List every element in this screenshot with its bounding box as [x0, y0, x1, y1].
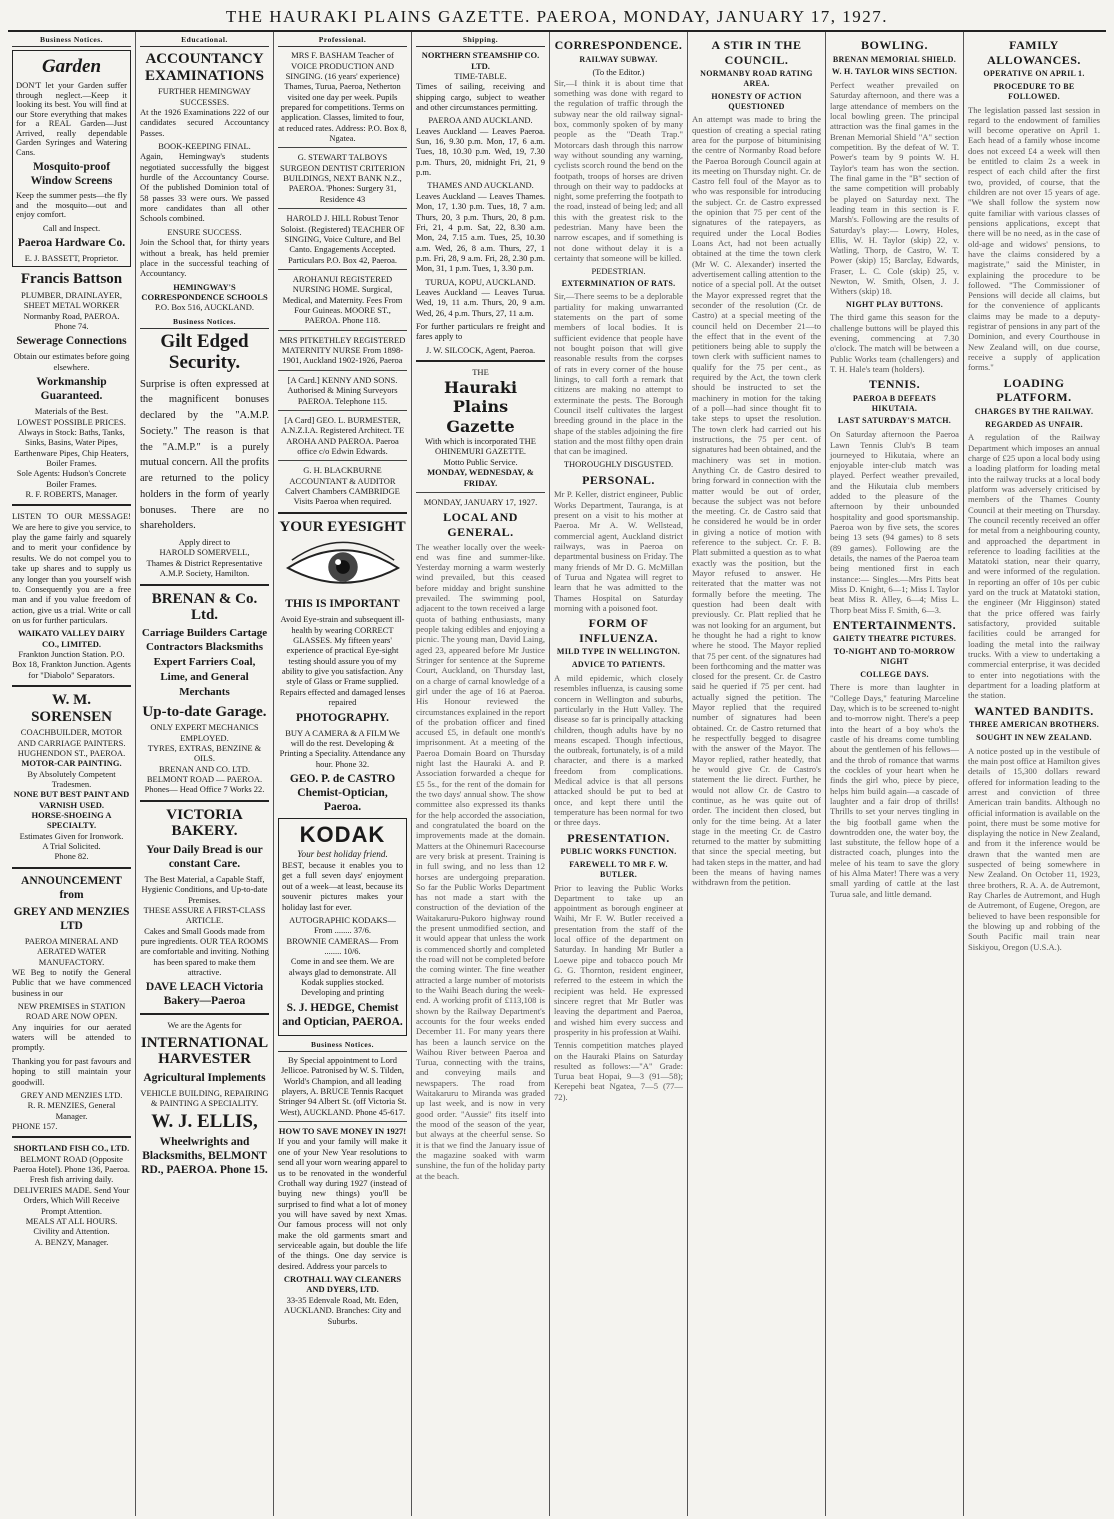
grey-phone: PHONE 157. — [12, 1121, 58, 1131]
acct-body: At the 1926 Examinations 222 of our candidates secured Accountancy Passes. — [140, 106, 269, 138]
family-body: The legislation passed last session in regard to the endowment of families will become operative on April 1. Each head of a family whose income does not exceed £4 a week will then be entitled to claim 2s a week in respect of each child after the first two, provided, of course, that the children are not over 15 years of age. "We shall follow the system now quite familiar with various classes of pensions applications, except that there will be no need, as in the case of old-age and widows' pensions, to have the claims considered by a magistrate," said the Minister, in explaining the procedure to be followed. "The Commissioner of Pensions will decide all claims, but for the convenience of applicants claims may be made to a deputy-registrar of pensions in any part of the Dominion, and every Courthouse in New Zealand will, on due course, receive a supply of application forms." — [968, 104, 1100, 373]
family-sub: OPERATIVE ON APRIL 1. — [983, 69, 1085, 79]
loading-sub2: REGARDED AS UNFAIR. — [985, 419, 1083, 429]
ellis-name: W. J. ELLIS, — [151, 1110, 258, 1132]
tennis-sub: PAEROA B DEFEATS HIKUTAIA. — [852, 393, 937, 413]
burmester-card: [A Card] GEO. L. BURMESTER, A.N.Z.I.A. Registered Architect. TE AROHA AND PAEROA. Paeroa office c/o Edwin Edwards. — [280, 414, 405, 456]
correspondence-heading: CORRESPONDENCE. — [554, 38, 683, 52]
route-1: PAEROA AND AUCKLAND. — [428, 115, 533, 126]
agents: Sole Agents: Hudson's Concrete Boiler Frames. — [16, 468, 127, 489]
acct-box: P.O. Box 516, AUCKLAND. — [155, 302, 254, 313]
bandits-body: A notice posted up in the vestibule of the main post office at Hamilton gives details of 15,300 dollars reward offered for information leading to the arrest and conviction of three American train bandits. Although no official information is available on the point, there must be some motive for displaying the notice in New Zealand, and from it the inference would be drawn that the wanted men are suspected of being somewhere in New Zealand. On October 11, 1923, three brothers, R. A. A. de Autremont, Ray Charles de Autremont, and Hugh de Autremont, of Eugene, Oregon, are believed to have been responsible for the blowing up and robbing of the South Pacific mail train near Siskiyou, Oregon (U.S.A.). — [968, 745, 1100, 952]
sorensen-phone: Phone 82. — [54, 851, 89, 862]
section-heading: Professional. — [278, 35, 407, 47]
acct-body2: Again, Hemingway's students negotiated successfully the biggest hurdle of the Accountancy Course. Of the published Dominion total of 58 passes 33 were ours. We passed more candidates than all other Schools combined. — [140, 151, 269, 224]
gazette-the: THE — [472, 367, 489, 378]
eyesight-title: YOUR EYESIGHT — [279, 518, 406, 535]
gilt-body: Surprise is often expressed at the magnificent bonuses declared by the "A.M.P. Society." The reason is that the "A.M.P." is a purely mutual concern. All the profits are returned to the policy holders in the form of yearly bonuses. There are no shareholders. — [140, 378, 269, 532]
dairy-body: LISTEN TO OUR MESSAGE! We are here to give you service, to play the game fairly and squarely and to merit your confidence by results. We do not compel you to take up shares and to supply us any longer than you yourself wish to. Consequently you are a free man and if you value freedom of action, give us a trial. Write or call on us for further particulars. — [12, 511, 131, 625]
night-play-heading: NIGHT PLAY BUTTONS. — [845, 299, 944, 309]
subway-body: Sir,—I think it is about time that something was done with regard to the regulation of traffic through the subway near the old railway signal-box, commonly spoken of by many people as the "Death Trap." Motorcars dash through this narrow way without sounding any warning, cyclists scorch round the bend on the footpath, troops of horses are driven through on their way to paddocks at night, some preferring the footpath to the road, instead of being led; and all this with the greatest risk to the pedestrian. Many have been the narrow escapes, and if something is not done without delay it is a certainty that someone will be killed. — [554, 77, 683, 264]
gazette-incorp: With which is incorporated THE OHINEMURI GAZETTE. — [425, 436, 536, 457]
tennis-body: On Saturday afternoon the Paeroa Lawn Tennis Club's B team journeyed to Hikutaia, where an enjoyable inter-club match was played. Perfect weather prevailed, and the Hikutaia club members added to the pleasure of the afternoon by their unbounded hospitality and good sportsmanship. Paeroa won by five sets, the scores being 13 sets (94 games) to 8 sets (89 games). Following are the details, the names of the Paeroa team being mentioned first in each instance:— Singles.—Mrs Pitts beat Miss D. Knight, 6—1; Miss I. Taylor beat Miss R. Alley, 6—4; Miss L. Thorp beat Miss F. Smith, 6—3. — [830, 429, 959, 615]
night-play-body: The third game this season for the challenge buttons will be played this evening, commencing at 7.30 o'clock. The match will be between a Public Works team (challengers) and T. H. Hale's team (holders). — [830, 312, 959, 374]
gilt-rep: Thames & District Representative A.M.P. Society, Hamilton. — [146, 557, 263, 579]
loading-sub: CHARGES BY THE RAILWAY. — [974, 406, 1094, 416]
workmanship: Workmanship Guaranteed. — [36, 376, 107, 403]
shipping-agent: J. W. SILCOCK, Agent, Paeroa. — [425, 344, 536, 355]
section-heading: Shipping. — [416, 35, 545, 47]
presentation-sub: PUBLIC WORKS FUNCTION. — [560, 847, 677, 857]
route-1-times: Leaves Auckland — Leaves Paeroa. Sun, 16, 9.30 p.m. Mon, 17, 6 a.m. Tues, 18, 10.30 p.m. Wed, 19, 7.30 p.m. Thurs, 20, midnight Fri, 21, 9 p.m. — [416, 125, 545, 178]
sorensen-horse: HORSE-SHOEING A SPECIALTY. — [31, 810, 112, 831]
grey-product: PAEROA MINERAL AND AERATED WATER MANUFACTORY. — [24, 935, 119, 967]
route-3-times: Leaves Auckland — Leaves Turua. Wed, 19, 11 a.m. Thurs, 20, 9 a.m. Wed, 26, 4 p.m. Thurs, 27, 11 a.m. — [416, 287, 545, 318]
council-body: An attempt was made to bring the question of creating a special rating area for the purpose of bituminising the centre of Normanby Road before the Paeroa Borough Council again at its meeting on Thursday night. Cr. de Castro fell foul of the Mayor as to who was responsible for introducing the subject. Cr. de Castro expressed the opinion that 75 per cent of the signatures of the ratepayers, as required under the Local Bodies Loans Act, had not been actually obtained at the time the town clerk (Mr W. C. Alexander) inserted the advertisement calling attention to the notice of a special poll. At the outset the Mayor expressed regret that the seconder of the resolution (Cr. de Castro) at a special meeting of the council held on December 21—to the effect that in the event of the petitioners being able to supply the town clerk with sufficient names to qualify for the 75 per cent., as required by the Act, the town clerk should be instructed to set the machinery in motion for the taking of a poll—had since thought fit to take steps to upset the resolution. The town clerk had carried out his instructions, the 75 per cent. of signatures had been obtained, and the machinery was set in motion. Anything Cr. de Castro desired to bring forward in connection with the matter would be out of order, because the subject was not before the meeting. Cr. de Castro said that he considered he would be in order in giving a notice of motion with reference to the subject. Cr. F. B. Platt submitted a question as to what exactly was the position, but the Mayor refused to answer. He reiterated that the matter was not formally before the meeting. The question had been dealt with previously. Cr. Platt replied that he was not looking for an argument, but he thought he had a right to know where he stood. The Mayor replied that 75 per cent. of the signatures had been forthcoming and the matter was closed for the present. Cr. de Castro said he queried if 75 per cent. had actually signed the petition. The Mayor replied that the required number of signatures had been obtained. Cr. de Castro returned that he respectfully begged to disagree with the answer of the Mayor. The Mayor replied, rather heatedly, that he would give Cr. de Castro's statement the lie direct. Further, he would not allow Cr. de Castro to continue, as he was quite out of order. The incident then closed, but only for the time being. At a later stage in the meeting Cr. de Castro returned to the matter by submitting that since the special meeting, but had taken steps in the matter, and had been the means of having names withdrawn from the petition. — [692, 114, 821, 888]
column-professional — [274, 32, 412, 1516]
dairy-firm: WAIKATO VALLEY DAIRY CO., LIMITED. — [18, 628, 125, 649]
grey-body: WE Beg to notify the General Public that we have commenced business in our — [12, 966, 131, 998]
kodak-brownie: BROWNIE CAMERAS— From ........ 10/6. — [286, 935, 399, 956]
shortland-meals: MEALS AT ALL HOURS. Civility and Attention. — [25, 1215, 118, 1237]
sorensen-name: W. M. SORENSEN — [31, 692, 112, 725]
sorensen-motor: MOTOR-CAR PAINTING. — [21, 758, 122, 769]
subway-sign: PEDESTRIAN. — [591, 266, 646, 277]
kodak-brand: KODAK — [299, 822, 386, 848]
gilt-title: Gilt Edged Security. — [160, 330, 249, 373]
mosquito-body: Keep the summer pests—the fly and the mosquito—out and enjoy comfort. — [16, 190, 127, 220]
council-sub: NORMANBY ROAD RATING AREA. — [700, 69, 813, 88]
call-inspect: Call and Inspect. — [42, 222, 101, 233]
kodak-auto: AUTOGRAPHIC KODAKS— From ........ 37/6. — [289, 914, 396, 936]
grey-thanks: Thanking you for past favours and hoping to still maintain your goodwill. — [12, 1055, 131, 1087]
column-sport — [826, 32, 964, 1516]
column-correspondence — [550, 32, 688, 1516]
rats-sign: THOROUGHLY DISGUSTED. — [563, 459, 674, 470]
columns — [8, 32, 1106, 1516]
battson-manager: R. F. ROBERTS, Manager. — [25, 489, 118, 500]
section-heading-business: Business Notices. — [140, 317, 269, 329]
gazette-days: MONDAY, WEDNESDAY, & FRIDAY. — [427, 467, 534, 488]
acct-sub: FURTHER HEMINGWAY SUCCESSES. — [158, 86, 251, 107]
section-heading: Business Notices. — [12, 35, 131, 47]
subway-heading: RAILWAY SUBWAY. — [579, 54, 658, 64]
influenza-advice: ADVICE TO PATIENTS. — [571, 660, 666, 670]
column-family — [964, 32, 1104, 1516]
bandits-sub2: SOUGHT IN NEW ZEALAND. — [976, 732, 1092, 742]
column-council — [688, 32, 826, 1516]
prices: LOWEST POSSIBLE PRICES. — [17, 416, 126, 427]
shortland-firm: SHORTLAND FISH CO., LTD. — [13, 1143, 130, 1154]
bandits-sub: THREE AMERICAN BROTHERS. — [968, 720, 1100, 730]
battson-addr: Normanby Road, PAEROA. Phone 74. — [23, 310, 120, 332]
harvester-name: INTERNATIONAL HARVESTER — [140, 1034, 269, 1068]
eye-illustration — [284, 538, 402, 594]
battson-ad — [12, 271, 131, 499]
battson-name: Francis Battson — [20, 271, 123, 288]
money-body: If you and your family will make it one of your New Year resolutions to send all your worn wearing apparel to us to be renovated in the wonderful Crothall way during 1927 (instead of buying new things) you'll be surprised to find what a lot of money you will have saved by next Xmas. Our famous process will not only make the old garments smart and serviceable again, but double the life of the things. One day service is desired. Address your parcels to — [278, 1136, 407, 1271]
garden-body: DON'T let your Garden suffer through neglect.—Keep it looking its best. You will find at our Store everything that makes for a REAL Garden—Just Arrived, really dependable Garden Syringes and Watering Cans. — [16, 80, 127, 157]
castro-name: GEO. P. de CASTRO Chemist-Optician, Paeroa. — [289, 773, 396, 814]
acct-ensure: ENSURE SUCCESS. — [167, 226, 242, 237]
section-heading-business: Business Notices. — [278, 1040, 407, 1052]
entertainments-sub3: COLLEGE DAYS. — [860, 669, 929, 679]
victoria-cakes: Cakes and Small Goods made from pure ingredients. OUR TEA ROOMS are comfortable and inviting. Nothing has been spared to make them attractive. — [140, 925, 269, 978]
victoria-name: VICTORIA BAKERY. — [166, 806, 243, 840]
harvester-agents: We are the Agents for — [167, 1020, 242, 1031]
acct-title: ACCOUNTANCY EXAMINATIONS — [145, 51, 264, 84]
brenan-addr: BRENAN AND CO. LTD. BELMONT ROAD — PAEROA. — [146, 763, 263, 785]
to-editor: (To the Editor.) — [592, 67, 645, 78]
steamship-company: NORTHERN STEAMSHIP CO. LTD. — [421, 50, 540, 71]
bandits-heading: WANTED BANDITS. — [974, 703, 1094, 718]
route-3: TURUA, KOPU, AUCKLAND. — [425, 276, 536, 287]
route-2-times: Leaves Auckland — Leaves Thames. Mon, 17, 1.30 p.m. Tues, 18, 7 a.m. Thurs, 20, 3 p.m. Thurs, 20, 8 p.m. Fri, 21, 4 p.m. Sat, 22, 8.30 a.m. Mon, 24, 7.15 a.m. Tues, 25, 10.30 a.m. Wed, 26, 8 a.m. Thurs, 27, 1 p.m. Fri, 28, 9 a.m. Fri, 28, 2.30 p.m. Mon, 31, 1 p.m. Tues, 1, 3.30 p.m. — [416, 190, 545, 274]
stock: Always in Stock: Baths, Tanks, Sinks, Basins, Water Pipes, Earthenware Pipes, Chip Heaters, Boiler Frames. — [14, 426, 129, 468]
brenan-phones: Phones— Head Office 7 Works 22. — [144, 784, 265, 795]
eyesight-important: THIS IS IMPORTANT — [285, 598, 400, 611]
page-masthead: THE HAURAKI PLAINS GAZETTE. PAEROA, MONDAY, JANUARY 17, 1927. — [8, 4, 1106, 32]
entertainments-heading: ENTERTAINMENTS. — [832, 617, 957, 632]
sorensen-trades: COACHBUILDER, MOTOR AND CARRIAGE PAINTERS. HUGHENDON ST., PAEROA. — [17, 727, 126, 758]
kodak-ad — [278, 818, 407, 1036]
local-general-heading: LOCAL AND GENERAL. — [443, 510, 518, 539]
council-heading: A STIR IN THE COUNCIL. — [711, 38, 802, 67]
brenan-lines: Carriage Builders Cartage Contractors Blacksmiths Expert Farriers Coal, Lime, and General Merchants — [141, 626, 268, 698]
sorensen-trial: A Trial Solicited. — [42, 841, 101, 852]
mosquito-heading: Mosquito-proof Window Screens — [30, 161, 113, 188]
money-addr: 33-35 Edenvale Road, Mt. Eden, AUCKLAND. Branches: City and Suburbs. — [283, 1294, 402, 1326]
bowling-body: Perfect weather prevailed on Saturday afternoon, and there was a large attendance of members on the local bowling green. The principal attraction was the final games in the Brenan Memorial Shield "A" section competition. By the defeat of W. T. Power's team by 9 points W. H. Taylor's team has won the section. The final game in the "B" section of the same competition will probably be played on Saturday next. The leading team in this section is F. Marsh's. Following are the results of Saturday's play:— Lowry, Holes, Ellis, W. H. Taylor (skip) 22, v. Watling, Thorp, de Castro, W. T. Power (skip) 15; Barclay, Edwards, Fraser, L. C. Cole (skip) 25, v. Newton, W. Smith, Olsen, J. J. Withers (skip) 18. — [830, 80, 959, 297]
council-sub2: HONESTY OF ACTION QUESTIONED — [711, 91, 802, 111]
photo-body: BUY A CAMERA & A FILM We will do the rest. Developing & Printing a Speciality. Attendance any hour. Phone 32. — [279, 727, 406, 769]
photo-heading: PHOTOGRAPHY. — [296, 711, 389, 724]
tennis-results: Tennis competition matches played on the Hauraki Plains on Saturday resulted as follows:—"A" Grade: Turua beat Hopai, 9—3 (91—58); Kerepehi beat Ngatea, 7—5 (77—72). — [554, 1040, 683, 1102]
kodak-body: BEST, because it enables you to get a full seven days' enjoyment out of a week—at least, because its souvenir pictures makes your holiday last for ever. — [282, 860, 403, 912]
brenan-name: BRENAN & Co. Ltd. — [151, 590, 258, 624]
gazette-title: Hauraki Plains Gazette — [443, 377, 518, 436]
entertainments-sub2: TO-NIGHT AND TO-MORROW NIGHT — [833, 647, 956, 666]
presentation-body: Prior to leaving the Public Works Department to take up an appointment as borough engineer at Waihi, Mr F. W. Butler received a presentation from the staff of the local office of the department on Saturday. In handing Mr Butler a Loewe pipe and tobacco pouch Mr G. G. Thornton, resident engineer, referred to the esteem in which the recipient was held. He expressed sincere regret that Mr Butler was leaving the department and Paeroa, and wished him every success and prosperity in his profession at Waihi. — [554, 882, 683, 1037]
dairy-addr: Frankton Junction Station. P.O. Box 18, Frankton Junction. Agents for "Diabolo" Separators. — [12, 649, 131, 680]
sorensen-est: Estimates Given for Ironwork. — [19, 830, 124, 841]
family-sub2: PROCEDURE TO BE FOLLOWED. — [993, 82, 1075, 101]
basham-card: MRS F. BASHAM Teacher of VOICE PRODUCTION AND SINGING. (16 years' experience) Thames, Turua, Paeroa, Netherton visited one day per week. Pupils prepared for competitions. Terms on application. Classes, limited to four, at reduced rates. Address: P.O. Box 8, Ngatea. — [278, 50, 407, 144]
grey-ann: ANNOUNCEMENT from — [21, 874, 122, 901]
gazette-motto: Motto Public Service. — [443, 456, 518, 467]
brenan-garage: Up-to-date Garage. — [142, 703, 267, 720]
presentation-heading: PRESENTATION. — [567, 830, 670, 845]
influenza-sub: MILD TYPE IN WELLINGTON. — [556, 647, 681, 657]
eyesight-body: Avoid Eye-strain and subsequent ill-health by wearing CORRECT GLASSES. My fifteen years' experience of practical Eye-sight testing should assure you of my ability to give you satisfaction. Any style of Glass or Frame supplied. Repairs effected and damaged lenses repaired — [279, 614, 406, 708]
talboys-card: G. STEWART TALBOYS SURGEON DENTIST CRITERION BUILDINGS, NEXT BANK N.Z., PAEROA. 'Phones: Surgery 31, Residence 43 — [280, 152, 405, 204]
grey-sign: GREY AND MENZIES LTD. — [20, 1089, 123, 1100]
bowling-heading: BOWLING. — [860, 38, 928, 52]
timetable-note: Times of sailing, receiving and shipping cargo, subject to weather and other circumstances permitting. — [416, 81, 545, 112]
ellis-wheel: Wheelwrights and Blacksmiths, BELMONT RD., PAEROA. Phone 15. — [141, 1136, 268, 1177]
victoria-assure: THESE ASSURE A FIRST-CLASS ARTICLE. — [143, 904, 266, 926]
personal-heading: PERSONAL. — [582, 472, 655, 487]
tennis-sub2: LAST SATURDAY'S MATCH. — [837, 416, 952, 426]
victoria-body: The Best Material, a Capable Staff, Hygienic Conditions, and Up-to-date Premises. — [141, 873, 268, 905]
harvester-veh: VEHICLE BUILDING, REPAIRING & PAINTING A SPECIALITY. — [140, 1087, 269, 1109]
shortland-mgr: A. BENZY, Manager. — [34, 1236, 109, 1247]
loading-heading: LOADING PLATFORM. — [996, 375, 1072, 405]
sewer-heading: Sewerage Connections — [16, 335, 127, 348]
rats-body: Sir,—There seems to be a deplorable partiality for making unwarranted statements on the part of some members of local bodies. It is sufficient evidence that people have not bought poison that will give reasonable results from the corpses of rats in every corner of the house linings, to call forth a remark that citizens are making no attempt to exterminate the pests. The Borough Council itself cultivates the largest breeding ground in the place in the shape of the stables adjoining the fire station and the most filthy open drain that can be imagined. — [554, 291, 683, 457]
garden-title: Garden — [41, 56, 102, 78]
loading-body: A regulation of the Railway Department which imposes an annual charge of £25 upon a local body using a loading platform for loading metal into the railway trucks at a local body platform was adversely criticised by members of the Thames County Council at their meeting on Thursday. The council recently received an offer for metal from a neighbouring county, and approached the department in reference to loading facilities at the Matatoki station, near their quarry, and were informed of the regulation. In reporting an offer of 10s per cubic yard on the truck at Matatoki station, the engineer (Mr Higginson) stated that the price offered was fairly satisfactory, provided suitable facilities could be arranged for loading the metal into the railway trucks. With a view to undertaking a commercial enterprise, it was decided to enter into negotiations with the department for a loading platform at the station. — [968, 432, 1100, 701]
battson-trades: PLUMBER, DRAINLAYER, SHEET METAL WORKER — [21, 289, 122, 311]
sorensen-comp: By Absolutely Competent Tradesmen. — [27, 768, 116, 789]
gilt-name: HAROLD SOMERVELL, — [159, 547, 250, 558]
kenny-card: [A Card.] KENNY AND SONS. Authorised & Mining Surveyors PAEROA. Telephone 115. — [287, 374, 398, 406]
money-firm: CROTHALL WAY CLEANERS AND DYERS, LTD. — [283, 1274, 402, 1295]
acct-school: HEMINGWAY'S CORRESPONDENCE SCHOOLS — [141, 281, 268, 302]
blackburne-card: G. H. BLACKBURNE ACCOUNTANT & AUDITOR Calvert Chambers CAMBRIDGE Visits Paeroa when required. — [285, 465, 400, 507]
entertainments-sub: GAIETY THEATRE PICTURES. — [832, 634, 957, 644]
influenza-body: A mild epidemic, which closely resembles influenza, is causing some concern in Wellington and suburbs, particularly in the Hutt Valley. The disease so far is principally attacking children, though adults have by no means escaped. Though infectious, the outbreak, fortunately, is of a mild character, and there is a marked freedom from complications. Medical advice is that all persons attacked should be put to bed at once, and kept there until the temperature has been normal for two or three days. — [554, 672, 683, 828]
money-title: HOW TO SAVE MONEY IN 1927! — [278, 1126, 407, 1137]
pitkethley-card: MRS PITKETHLEY REGISTERED MATERNITY NURSE From 1898-1901, Auckland 1902-1926, Paeroa — [279, 334, 406, 366]
acct-body3: Join the School that, for thirty years without a break, has held premier place in the successful teaching of Accountancy. — [140, 237, 269, 279]
brenan-tyres: TYRES, EXTRAS, BENZINE & OILS. — [147, 742, 262, 764]
arohanui-card: AROHANUI REGISTERED NURSING HOME. Surgical, Medical, and Maternity. Fees From Four Guineas. MOORE ST., PAEROA. Phone 118. — [282, 273, 403, 326]
garden-ad — [12, 50, 131, 267]
freight-note: For further particulars re freight and fares apply to — [416, 321, 545, 342]
materials: Materials of the Best. — [34, 406, 109, 417]
grey-inq: Any inquiries for our aerated waters will be attended to promptly. — [12, 1021, 131, 1053]
victoria-tag: Your Daily Bread is our constant Care. — [146, 843, 263, 870]
entertainments-body: There is more than laughter in "College Days," featuring Marceline Day, which is to be screened to-night and to-morrow night. There's a peep into the heart of a boy who's the castle of his dreams come tumbling about the gentlemen of his fellows—and the throb of romance that warms the cockles of your heart when he finds the girl who, piece by piece, helps him build again—a cascade of laughter and a fair drop of thrills! Thrills to set your nerves tingling in the big football game when the downtrodden one, the water boy, the last substitute, the fellow hope of a distracted coach, plunges into the melee of his team to save the glory of his Alma Mater! There was a very small yarding of cattle at the last Turua sale, and little demand. — [830, 682, 959, 899]
personal-body: Mr P. Keller, district engineer, Public Works Department, Tauranga, is at present on a visit to his mother at Paeroa. Mr A. W. Wellstead, commercial agent, Auckland district railways, was in Paeroa on departmental business on Friday. The many friends of Mr D. G. McMillan of Turua and Ngatea will regret to learn that he was admitted to the Thames Hospital on Saturday morning with a poisoned foot. — [554, 489, 683, 613]
influenza-heading: FORM OF INFLUENZA. — [579, 616, 658, 645]
section-heading: Educational. — [140, 35, 269, 47]
grey-new: NEW PREMISES in STATION ROAD ARE NOW OPEN. — [17, 1001, 126, 1022]
hardware-firm: Paeroa Hardware Co. — [17, 237, 126, 250]
grey-mgr: R. R. MENZIES, General Manager. — [27, 1100, 116, 1121]
family-heading: FAMILY ALLOWANCES. — [987, 38, 1081, 67]
sorensen-none: NONE BUT BEST PAINT AND VARNISH USED. — [13, 789, 130, 810]
gilt-apply: Apply direct to — [178, 537, 231, 548]
bruce-ad: By Special appointment to Lord Jellicoe. Patronised by W. S. Tilden, World's Champion, and all leading players, A. BRUCE Tennis Racquet Stringer 94 Albert St. (off Victoria St. West), AUCKLAND. Phone 45-617. — [278, 1054, 407, 1117]
brenan-mech: ONLY EXPERT MECHANICS EMPLOYED. — [150, 722, 259, 743]
harvester-ag: Agricultural Implements — [143, 1071, 266, 1084]
shortland-addr: BELMONT ROAD (Opposite Paeroa Hotel). Phone 136, Paeroa. — [13, 1153, 130, 1175]
rats-heading: EXTERMINATION OF RATS. — [561, 278, 676, 288]
gazette-date: MONDAY, JANUARY 17, 1927. — [423, 496, 538, 507]
bowling-sub2: W. H. TAYLOR WINS SECTION. — [831, 67, 958, 77]
hardware-prop: E. J. BASSETT, Proprietor. — [24, 253, 119, 264]
tennis-heading: TENNIS. — [868, 377, 921, 392]
hill-card: HAROLD J. HILL Robust Tenor Soloist. (Registered) TEACHER OF SINGING, Voice Culture, and Bel Canto. Engagements Accepted. Particulars P.O. Box 42, Paeroa. — [280, 213, 405, 265]
column-business-notices — [8, 32, 136, 1516]
route-2: THAMES AND AUCKLAND. — [427, 180, 534, 191]
column-educational — [136, 32, 274, 1516]
kodak-tag: Your best holiday friend. — [297, 848, 388, 859]
presentation-head: FAREWELL TO MR F. W. BUTLER. — [569, 860, 668, 879]
grey-firm: GREY AND MENZIES LTD — [13, 905, 130, 932]
shortland-fresh: Fresh fish arriving daily. DELIVERIES MADE. Send Your Orders, Which Will Receive Prompt Attention. — [13, 1174, 130, 1216]
kodak-come: Come in and see them. We are always glad to demonstrate. All Kodak supplies stocked. Developing and printing — [288, 956, 397, 998]
column-shipping — [412, 32, 550, 1516]
local-general-body: The weather locally over the week-end was fine and summer-like. Yesterday morning a warm westerly wind prevailed, but this ceased before midday and bright sunshine prevailed. The swimming pool, adjacent to the town received a large quota of bathing enthusiasts, many people taking edibles and enjoying a picnic. The young man, David Laing, aged 23, appeared before Mr Justice Stringer for sentence at the Supreme Court, Auckland, on Thursday last, on a charge of carnal knowledge of a girl under the age of 16 at Paeroa. His Honour reviewed the circumstances explained in the report of the probation officer and fined accused £5, in default one month's imprisonment. At a meeting of the Paeroa Domain Board on Thursday night last the Hauraki A. and P. Association forwarded a cheque for £5 5s., for the rent of the domain for the two days' annual show. The show committee also expressed its thanks for the help accorded the association, and congratulated the board on the improvements made at the domain. Matters at the Ohinemuri Racecourse are very brisk at present. Training is in full swing, and no less than 12 horses are undergoing preparation. So far the Public Works Department has not made a start with the construction of the deviation of the Waitakaruru-Pukoro highway round the present unmodified section, and it would appear that unless the work is commenced shortly and completed the road will not be completed before the coming winter. The fine weather attracted a large number of motorists to the Waihi Beach during the week-end. A working profit of £113,108 is shown by the Railway Department's accounts for the four weeks ended December 11. For many years there has been a launch service on the Waihou River between Paeroa and Turua, connecting with the trains, and conveying mails and newspapers. The road from Waitakaruru to Miranda was graded up last week, and is now in very good order. "Aussie" fits itself into the mood of the season of the year, but always at the cheerful sense. So it is that we find the January issue of the magazine soaked with warm sunshine, the fun of the holiday party at the beach. — [416, 541, 545, 1181]
hedge-name: S. J. HEDGE, Chemist and Optician, PAEROA. — [282, 1001, 403, 1028]
victoria-leach: DAVE LEACH Victoria Bakery—Paeroa — [145, 981, 264, 1008]
sewer-body: Obtain our estimates before going elsewhere. — [13, 351, 130, 372]
bowling-sub: BRENAN MEMORIAL SHIELD. — [832, 54, 957, 64]
acct-book: BOOK-KEEPING FINAL. — [158, 140, 251, 151]
timetable-heading: TIME-TABLE. — [454, 70, 507, 81]
